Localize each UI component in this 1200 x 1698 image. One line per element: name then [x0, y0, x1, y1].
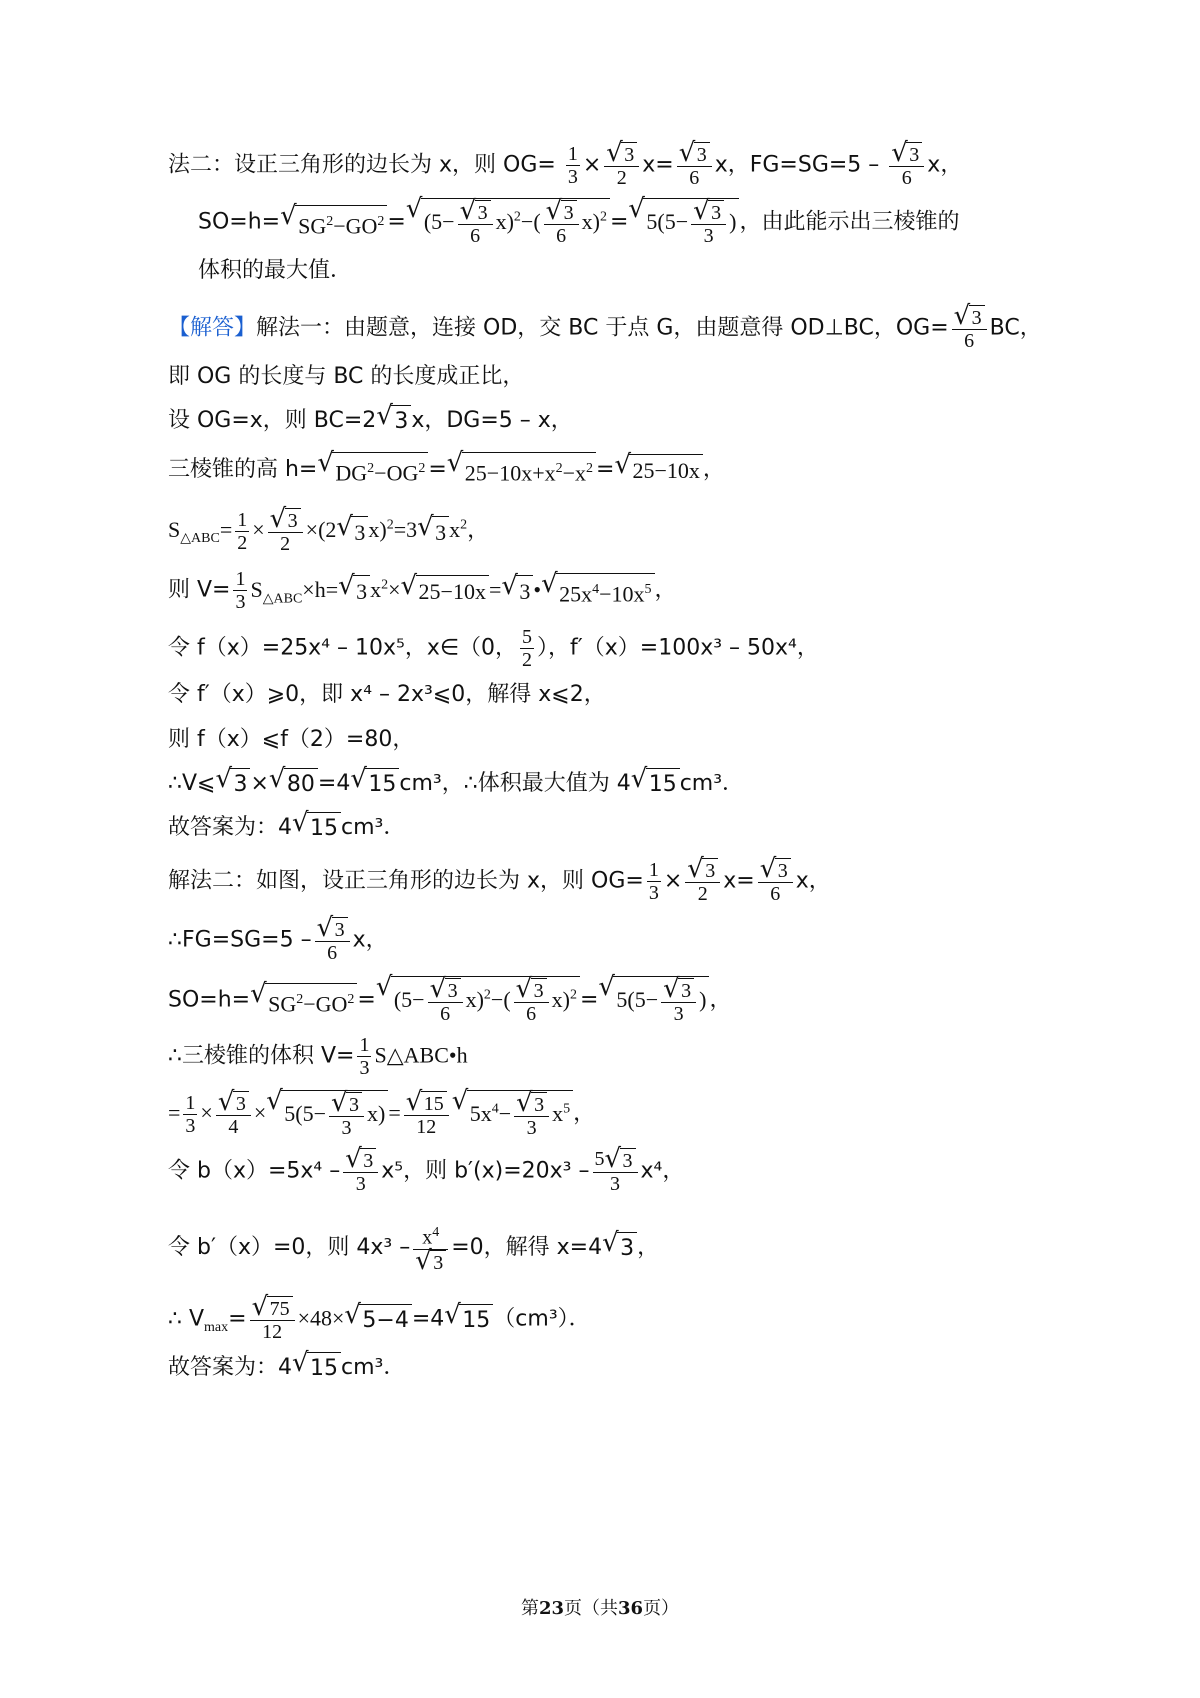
line-21: 令 b′（x）=0，则 4x³ – $x^4$ √ 3 =0，解得 x=4√ 3 ，	[168, 1222, 659, 1274]
line-10: 令 f（x）=25x⁴ – 10x⁵，x∈（0， $\frac{5}{2}$ ），f′（x）=100x³ – 50x⁴，	[168, 626, 819, 671]
line-19: = $\frac{1}{3}$ × √ $\frac{3}{4}$ ×√ 5(5− √ $\frac{3}{3}$ x) = √ $\frac{15}{12}$ √ $5x^4-$ √ $\frac{3}{3}$ $x^5$ ，	[168, 1090, 595, 1139]
text: x，	[795, 868, 831, 894]
text: cm³．	[341, 815, 406, 840]
radical: √ (5− √ $\frac{3}{6}$ x)$^2$−( √ $\frac{3}{6}$ x)$^2$	[406, 198, 610, 247]
text: =0，解得 x=4	[451, 1235, 603, 1261]
text: BC，	[989, 315, 1042, 341]
radical: √ $25-10x+x^2-x^2$	[447, 452, 596, 488]
line-11	[168, 680, 606, 710]
radical: √ $DG^2-OG^2$	[317, 452, 428, 488]
text: cm³．	[341, 1355, 406, 1380]
text: 即 OG 的长度与 BC 的长度成正比，	[168, 364, 525, 389]
text: 解法一：由题意，连接 OD，交 BC 于点 G，由题意得 OD⊥BC，OG=	[256, 315, 949, 341]
footer-mid: 页（共	[564, 1598, 618, 1619]
text: ∴三棱锥的体积 V=	[168, 1043, 355, 1069]
text: =4	[411, 1306, 445, 1332]
line-9: 则 V= $\frac{1}{3}$ $S_{\triangle ABC}\times h=√$ 3 $x^2\times√$ 25−10x =√ 3 •√ $25x^4-10x^5$ ，	[168, 568, 677, 614]
text: ，	[654, 577, 677, 603]
line-20: 令 b（x）=5x⁴ – √ $\frac{3}{3}$ x⁵，则 b′(x)=20x³ – $\frac{5√ 3}{3}$ x⁴，	[168, 1148, 684, 1195]
text: x，DG=5 – x，	[411, 408, 573, 433]
text: ，	[637, 1235, 660, 1261]
text: ，由此能示出三棱锥的	[739, 209, 960, 235]
text: 令 b′（x）=0，则 4x³ –	[168, 1235, 411, 1261]
line-8: $S_{\triangle ABC}=$ $\frac{1}{2}$ × √ $\frac{3}{2}$ ×(2√ 3 x)$^2$=3√ 3 $x^2$，	[168, 508, 489, 555]
text: 则 f（x）⩽f（2）=80，	[168, 727, 415, 752]
text: 解法二：如图，设正三角形的边长为 x，则 OG=	[168, 868, 644, 894]
text: x，	[352, 927, 388, 953]
line-16: ∴FG=SG=5 – √ $\frac{3}{6}$ x，	[168, 917, 388, 964]
radical: √ $SG^2-GO^2$	[280, 205, 387, 241]
radical: √ 3	[376, 405, 411, 437]
fraction: √ $\frac{3}{6}$	[889, 142, 924, 189]
text: ，	[709, 987, 732, 1013]
radical: √ 5(5− √ $\frac{3}{3}$ )	[628, 198, 739, 247]
text: ），f′（x）=100x³ – 50x⁴，	[537, 635, 819, 661]
text: S△ABC•h	[374, 1042, 468, 1068]
footer-prefix: 第	[520, 1598, 539, 1619]
line-5	[168, 362, 524, 392]
fraction: √ $\frac{3}{6}$	[952, 305, 987, 352]
text: ，	[702, 457, 725, 483]
text: 故答案为：4	[168, 815, 292, 840]
line-14: 故答案为：4√ 15 cm³．	[168, 812, 405, 844]
text: 令 f（x）=25x⁴ – 10x⁵，x∈（0，	[168, 635, 518, 661]
text: 则 V=	[168, 577, 231, 603]
line-13: ∴V⩽√ 3 ×√ 80 =4√ 15 cm³，∴体积最大值为 4√ 15 cm³．	[168, 768, 744, 800]
text: x，	[927, 152, 963, 178]
fraction: √ $\frac{3}{2}$	[604, 142, 639, 189]
text: 令 b（x）=5x⁴ –	[168, 1158, 341, 1184]
text: cm³．	[679, 771, 745, 796]
text: cm³，∴体积最大值为 4	[399, 771, 631, 796]
text: 设 OG=x，则 BC=2	[168, 408, 377, 433]
text: ∴ V	[168, 1306, 205, 1332]
text: ∴V⩽	[168, 771, 216, 796]
text: 法二：设正三角形的边长为 x，则 OG=	[168, 152, 556, 178]
fraction: √ $\frac{3}{6}$	[677, 142, 712, 189]
page-footer	[0, 1594, 1200, 1620]
text: x⁵，则 b′(x)=20x³ –	[381, 1158, 590, 1184]
radical: √ 25−10x	[614, 454, 702, 486]
total-pages: 36	[618, 1598, 644, 1619]
line-17: SO=h=√ $SG^2-GO^2$ =√ (5− √ $\frac{3}{6}$ x)$^2$−( √ $\frac{3}{6}$ x)$^2$ =√ 5(5− √ $\frac{3}{3}$ ) ，	[168, 976, 731, 1025]
text: x，FG=SG=5 –	[714, 152, 880, 178]
line-7: 三棱锥的高 h=√ $DG^2-OG^2$ =√ $25-10x+x^2-x^2$ =√ 25−10x ，	[168, 452, 725, 488]
answer-tag: 【解答】	[168, 315, 257, 341]
footer-suffix: 页）	[643, 1598, 680, 1619]
text: x⁴，	[640, 1158, 685, 1184]
page-number: 23	[538, 1598, 564, 1619]
fraction: $\frac{1}{3}$	[567, 143, 578, 189]
text: ∴FG=SG=5 –	[168, 927, 312, 953]
line-1: 法二：设正三角形的边长为 x，则 OG= $\frac{1}{3}$ × √ $\frac{3}{2}$ x= √ $\frac{3}{6}$ x，FG=SG=5 – √ $\frac{3}{6}$ x，	[168, 142, 962, 189]
line-23: 故答案为：4√ 15 cm³．	[168, 1352, 405, 1384]
line-2: SO=h=√ $SG^2-GO^2$ =√ (5− √ $\frac{3}{6}$ x)$^2$−( √ $\frac{3}{6}$ x)$^2$ =√ 5(5− √ $\frac{3}{3}$ ) ，由此能示出三棱锥的	[198, 198, 959, 247]
text: SO=h=	[168, 987, 251, 1013]
text: （cm³）．	[493, 1306, 591, 1332]
line-3	[198, 256, 352, 286]
line-15: 解法二：如图，设正三角形的边长为 x，则 OG= $\frac{1}{3}$ × √ $\frac{3}{2}$ x= √ $\frac{3}{6}$ x，	[168, 858, 831, 905]
text: 体积的最大值．	[198, 258, 353, 283]
line-6	[168, 405, 573, 437]
text: ，	[573, 1099, 596, 1125]
text: 三棱锥的高 h=	[168, 457, 318, 483]
text: 令 f′（x）⩾0，即 x⁴ – 2x³⩽0，解得 x⩽2，	[168, 682, 606, 707]
text: ×48×	[297, 1305, 345, 1331]
line-12	[168, 725, 414, 755]
line-4	[168, 305, 1042, 352]
text: SO=h=	[198, 209, 281, 235]
line-22: ∴ $V_{max}=$ √ $\frac{75}{12}$ ×48×√ 5−4 =4√ 15 （cm³）．	[168, 1296, 591, 1343]
line-18: ∴三棱锥的体积 V= $\frac{1}{3}$ S△ABC•h	[168, 1034, 468, 1079]
text: 故答案为：4	[168, 1355, 292, 1380]
